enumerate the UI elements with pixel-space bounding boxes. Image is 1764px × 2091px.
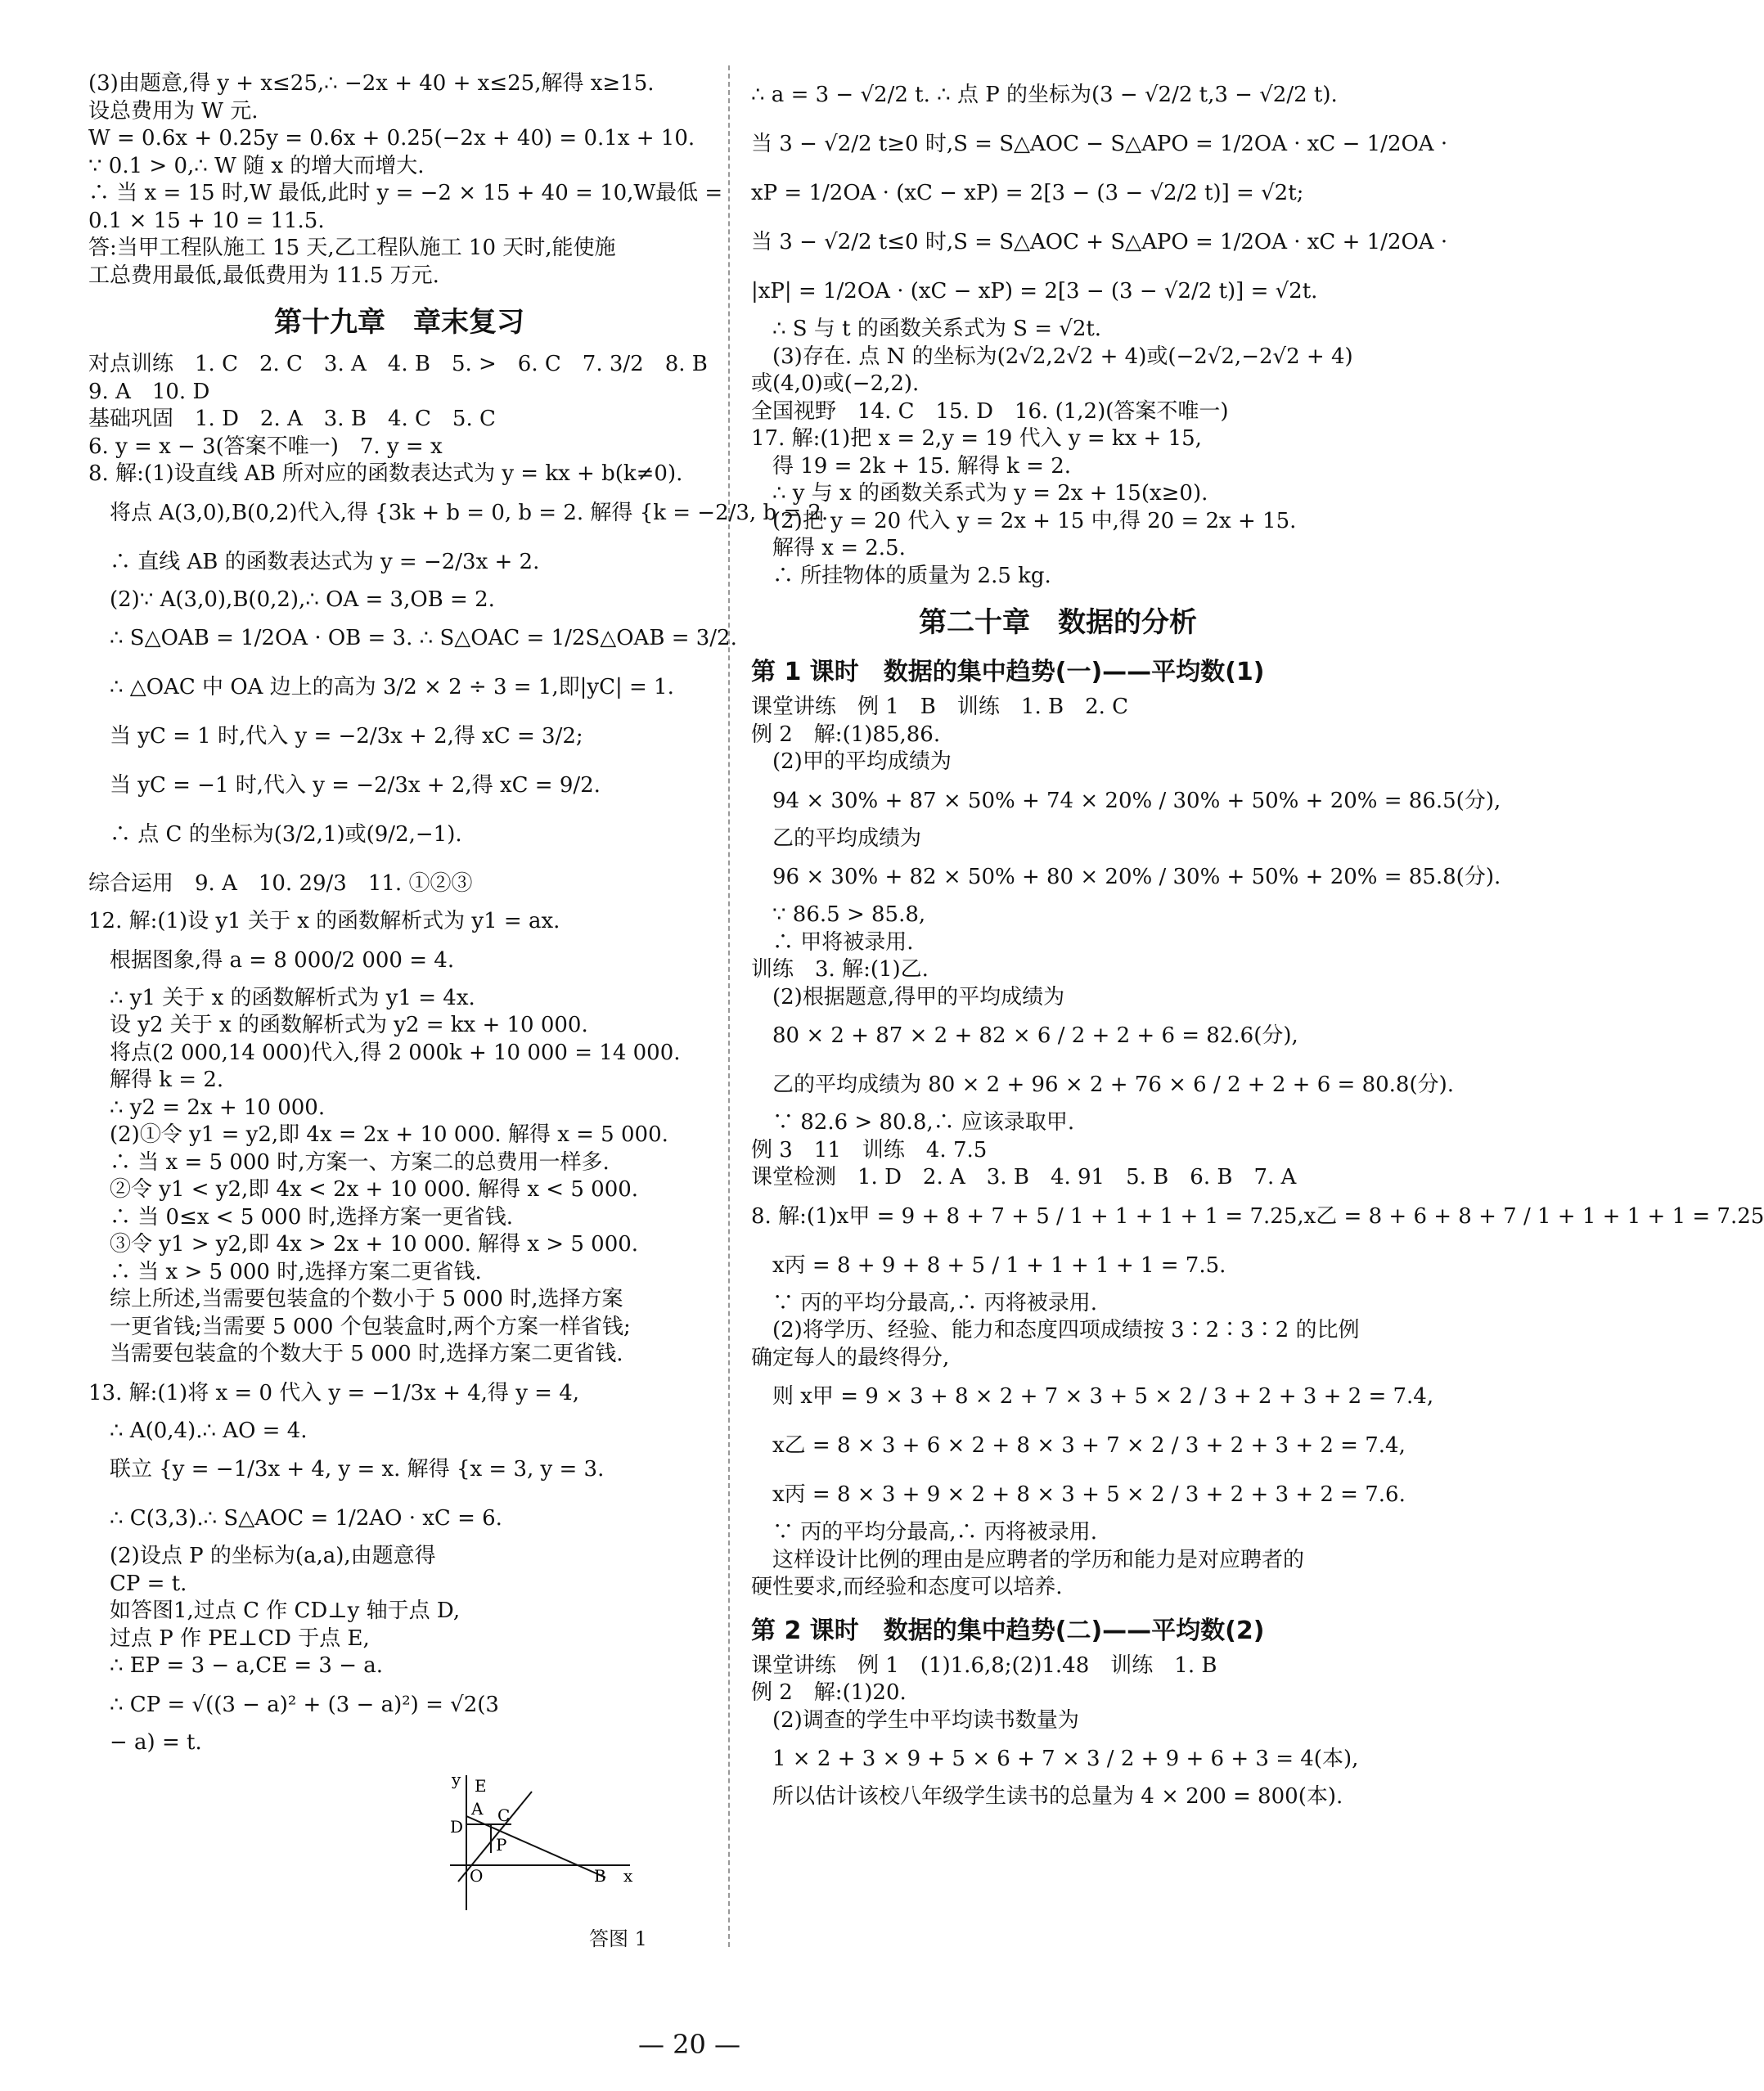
text-line: x丙 = 8 + 9 + 8 + 5 / 1 + 1 + 1 + 1 = 7.5. (772, 1252, 1226, 1278)
text-line: 当需要包装盒的个数大于 5 000 时,选择方案二更省钱. (110, 1342, 623, 1366)
text-line: 例 2 解:(1)85,86. (751, 722, 941, 747)
text-line: xP = 1/2OA · (xC − xP) = 2[3 − (3 − √2/2 t)] = √2t; (751, 181, 1304, 205)
text-line: ∴ S△OAB = 1/2OA · OB = 3. ∴ S△OAC = 1/2S△OAB = 3/2. (110, 626, 737, 650)
fig-label: C (497, 1805, 511, 1825)
text-line: − a) = t. (110, 1729, 202, 1755)
text-line: 8. 解:(1)设直线 AB 所对应的函数表达式为 y = kx + b(k≠0). (88, 461, 683, 486)
text-line: 或(4,0)或(−2,2). (751, 371, 920, 396)
fig-label: E (475, 1776, 487, 1796)
text-line: (2)调查的学生中平均读书数量为 (772, 1707, 1079, 1733)
text-line: (2)甲的平均成绩为 (772, 749, 952, 774)
section-line: 课堂讲练 例 1 B 训练 1. B 2. C (751, 695, 1129, 719)
fig-label: B (594, 1866, 606, 1886)
text-line: ∴ 当 0≤x < 5 000 时,选择方案一更省钱. (110, 1204, 514, 1230)
text-line: 确定每人的最终得分, (751, 1345, 950, 1370)
text-line: (3)由题意,得 y + x≤25,∴ −2x + 40 + x≤25,解得 x≥15. (88, 71, 655, 96)
text-line: 这样设计比例的理由是应聘者的学历和能力是对应聘者的 (772, 1547, 1305, 1572)
text-line: (2)设点 P 的坐标为(a,a),由题意得 (110, 1544, 436, 1568)
text-line: 96 × 30% + 82 × 50% + 80 × 20% / 30% + 50% + 20% = 85.8(分). (772, 865, 1501, 889)
text-line: ∴ EP = 3 − a,CE = 3 − a. (110, 1653, 384, 1678)
section-line: 课堂讲练 例 1 (1)1.6,8;(2)1.48 训练 1. B (751, 1653, 1217, 1678)
text-line: 联立 {y = −1/3x + 4, y = x. 解得 {x = 3, y = 3. (110, 1457, 605, 1482)
text-line: ∴ △OAC 中 OA 边上的高为 3/2 × 2 ÷ 3 = 1,即|yC| = 1. (110, 675, 674, 699)
figure-caption: 答图 1 (589, 1927, 647, 1950)
text-line: ∵ 丙的平均分最高,∴ 丙将被录用. (772, 1520, 1098, 1545)
text-line: 过点 P 作 PE⊥CD 于点 E, (110, 1626, 370, 1651)
text-line: ∵ 0.1 > 0,∴ W 随 x 的增大而增大. (88, 153, 425, 178)
text-line: ∴ 直线 AB 的函数表达式为 y = −2/3x + 2. (110, 549, 540, 574)
text-line: 工总费用最低,最低费用为 11.5 万元. (88, 263, 439, 288)
text-line: 当 yC = 1 时,代入 y = −2/3x + 2,得 xC = 3/2; (110, 724, 583, 749)
section-line: 综合运用 9. A 10. 29/3 11. ①②③ (88, 871, 473, 896)
text-line: 设 y2 关于 x 的函数解析式为 y2 = kx + 10 000. (110, 1013, 588, 1037)
text-line: ∵ 86.5 > 85.8, (772, 902, 926, 927)
text-line: ∴ y2 = 2x + 10 000. (110, 1095, 326, 1120)
text-line: 一更省钱;当需要 5 000 个包装盒时,两个方案一样省钱; (110, 1314, 631, 1339)
text-line: x丙 = 8 × 3 + 9 × 2 + 8 × 3 + 5 × 2 / 3 + 2 + 3 + 2 = 7.6. (772, 1482, 1406, 1507)
text-line: (3)存在. 点 N 的坐标为(2√2,2√2 + 4)或(−2√2,−2√2 + 4) (772, 344, 1353, 369)
text-line: 将点 A(3,0),B(0,2)代入,得 {3k + b = 0, b = 2. 解得 {k = −2/3, b = 2. (110, 500, 829, 525)
text-line: CP = t. (110, 1571, 187, 1596)
text-line: (2)∵ A(3,0),B(0,2),∴ OA = 3,OB = 2. (110, 587, 495, 612)
text-line: 12. 解:(1)设 y1 关于 x 的函数解析式为 y1 = ax. (88, 909, 560, 933)
text-line: x乙 = 8 × 3 + 6 × 2 + 8 × 3 + 7 × 2 / 3 + 2 + 3 + 2 = 7.4, (772, 1433, 1406, 1458)
text-line: ∵ 丙的平均分最高,∴ 丙将被录用. (772, 1290, 1098, 1315)
text-line: ∴ 当 x > 5 000 时,选择方案二更省钱. (110, 1259, 482, 1284)
text-line: 当 3 − √2/2 t≤0 时,S = S△AOC + S△APO = 1/2OA · xC + 1/2OA · (751, 230, 1448, 254)
text-line: ∴ a = 3 − √2/2 t. ∴ 点 P 的坐标为(3 − √2/2 t,3 − √2/2 t). (751, 83, 1338, 107)
text-line: 乙的平均成绩为 (772, 825, 922, 851)
text-line: ∴ A(0,4).∴ AO = 4. (110, 1418, 308, 1443)
text-line: 0.1 × 15 + 10 = 11.5. (88, 208, 325, 233)
right-column (751, 70, 1764, 1811)
text-line: 17. 解:(1)把 x = 2,y = 19 代入 y = kx + 15, (751, 426, 1202, 451)
fig-label: D (450, 1817, 464, 1837)
text-line: 94 × 30% + 87 × 50% + 74 × 20% / 30% + 50% + 20% = 86.5(分), (772, 788, 1501, 813)
text-line: ∴ y 与 x 的函数关系式为 y = 2x + 15(x≥0). (772, 481, 1208, 506)
chapter-title: 第十九章 章末复习 (274, 306, 524, 339)
text-line: ∴ 当 x = 15 时,W 最低,此时 y = −2 × 15 + 40 = 10,W最低 = (88, 181, 723, 205)
text-line: 根据图象,得 a = 8 000/2 000 = 4. (110, 947, 455, 973)
text-line: 训练 3. 解:(1)乙. (751, 957, 929, 982)
text-line: 当 yC = −1 时,代入 y = −2/3x + 2,得 xC = 9/2. (110, 773, 601, 798)
page-number: — 20 — (637, 2029, 741, 2060)
chapter-title: 第二十章 数据的分析 (919, 606, 1197, 639)
text-line: ∴ 当 x = 5 000 时,方案一、方案二的总费用一样多. (110, 1149, 610, 1175)
text-line: 综上所述,当需要包装盒的个数小于 5 000 时,选择方案 (110, 1287, 623, 1311)
text-line: (2)①令 y1 = y2,即 4x = 2x + 10 000. 解得 x = 5 000. (110, 1122, 668, 1147)
fig-label: O (470, 1866, 484, 1886)
text-line: 答:当甲工程队施工 15 天,乙工程队施工 10 天时,能使施 (88, 236, 616, 260)
fig-label: x (623, 1866, 633, 1886)
text-line: (2)根据题意,得甲的平均成绩为 (772, 984, 1065, 1010)
text-line: 8. 解:(1)x甲 = 9 + 8 + 7 + 5 / 1 + 1 + 1 + 1 = 7.25,x乙 = 8 + 6 + 8 + 7 / 1 + 1 + 1 + 1 = 7.25 (751, 1203, 1764, 1229)
text-line: 例 2 解:(1)20. (751, 1680, 907, 1705)
text-line: 硬性要求,而经验和态度可以培养. (751, 1575, 1063, 1599)
text-line: 得 19 = 2k + 15. 解得 k = 2. (772, 453, 1072, 479)
text-line: (2)把 y = 20 代入 y = 2x + 15 中,得 20 = 2x + 15. (772, 508, 1297, 533)
text-line: ∴ 所挂物体的质量为 2.5 kg. (772, 563, 1051, 588)
text-line: 13. 解:(1)将 x = 0 代入 y = −1/3x + 4,得 y = 4, (88, 1380, 580, 1405)
column-divider (728, 65, 730, 1947)
text-line: ∴ C(3,3).∴ S△AOC = 1/2AO · xC = 6. (110, 1506, 502, 1531)
text-line: 设总费用为 W 元. (88, 98, 259, 124)
text-line: 1 × 2 + 3 × 9 + 5 × 6 + 7 × 3 / 2 + 9 + 6 + 3 = 4(本), (772, 1747, 1359, 1771)
text-line: ∴ 点 C 的坐标为(3/2,1)或(9/2,−1). (110, 822, 462, 847)
text-line: (2)将学历、经验、能力和态度四项成绩按 3∶2∶3∶2 的比例 (772, 1318, 1360, 1342)
text-line: ∴ y1 关于 x 的函数解析式为 y1 = 4x. (110, 985, 475, 1010)
lesson-title: 第 1 课时 数据的集中趋势(一)——平均数(1) (751, 658, 1265, 686)
text-line: 乙的平均成绩为 80 × 2 + 96 × 2 + 76 × 6 / 2 + 2 + 6 = 80.8(分). (772, 1072, 1455, 1097)
text-line: 例 3 11 训练 4. 7.5 (751, 1137, 988, 1162)
text-line: 9. A 10. D (88, 379, 210, 404)
text-line: 80 × 2 + 87 × 2 + 82 × 6 / 2 + 2 + 6 = 82.6(分), (772, 1023, 1298, 1048)
text-line: ∴ CP = √((3 − a)² + (3 − a)²) = √2(3 (110, 1692, 499, 1717)
text-line: ③令 y1 > y2,即 4x > 2x + 10 000. 解得 x > 5 000. (110, 1232, 639, 1257)
text-line: W = 0.6x + 0.25y = 0.6x + 0.25(−2x + 40) = 0.1x + 10. (88, 126, 695, 151)
text-line: |xP| = 1/2OA · (xC − xP) = 2[3 − (3 − √2/2 t)] = √2t. (751, 279, 1318, 304)
text-line: ∴ S 与 t 的函数关系式为 S = √2t. (772, 317, 1102, 341)
text-line: 将点(2 000,14 000)代入,得 2 000k + 10 000 = 14 000. (110, 1040, 681, 1065)
text-line: ∴ 甲将被录用. (772, 929, 914, 955)
text-line: 解得 k = 2. (110, 1068, 224, 1092)
section-line: 对点训练 1. C 2. C 3. A 4. B 5. > 6. C 7. 3/2 8. B (88, 352, 708, 376)
text-line: ∵ 82.6 > 80.8,∴ 应该录取甲. (772, 1110, 1075, 1135)
lesson-title: 第 2 课时 数据的集中趋势(二)——平均数(2) (751, 1616, 1265, 1645)
text-line: ②令 y1 < y2,即 4x < 2x + 10 000. 解得 x < 5 000. (110, 1177, 639, 1202)
answer-figure-1 (442, 1767, 638, 1914)
fig-label: y (452, 1769, 461, 1789)
fig-label: P (496, 1835, 507, 1855)
section-line: 全国视野 14. C 15. D 16. (1,2)(答案不唯一) (751, 398, 1229, 424)
text-line: 当 3 − √2/2 t≥0 时,S = S△AOC − S△APO = 1/2OA · xC − 1/2OA · (751, 132, 1448, 156)
text-line: 则 x甲 = 9 × 3 + 8 × 2 + 7 × 3 + 5 × 2 / 3 + 2 + 3 + 2 = 7.4, (772, 1384, 1434, 1409)
text-line: 解得 x = 2.5. (772, 536, 906, 560)
text-line: 如答图1,过点 C 作 CD⊥y 轴于点 D, (110, 1599, 461, 1623)
text-line: 所以估计该校八年级学生读书的总量为 4 × 200 = 800(本). (772, 1784, 1343, 1809)
section-line: 课堂检测 1. D 2. A 3. B 4. 91 5. B 6. B 7. A (751, 1165, 1297, 1189)
section-line: 基础巩固 1. D 2. A 3. B 4. C 5. C (88, 407, 496, 431)
fig-label: A (471, 1799, 484, 1819)
text-line: 6. y = x − 3(答案不唯一) 7. y = x (88, 434, 443, 459)
